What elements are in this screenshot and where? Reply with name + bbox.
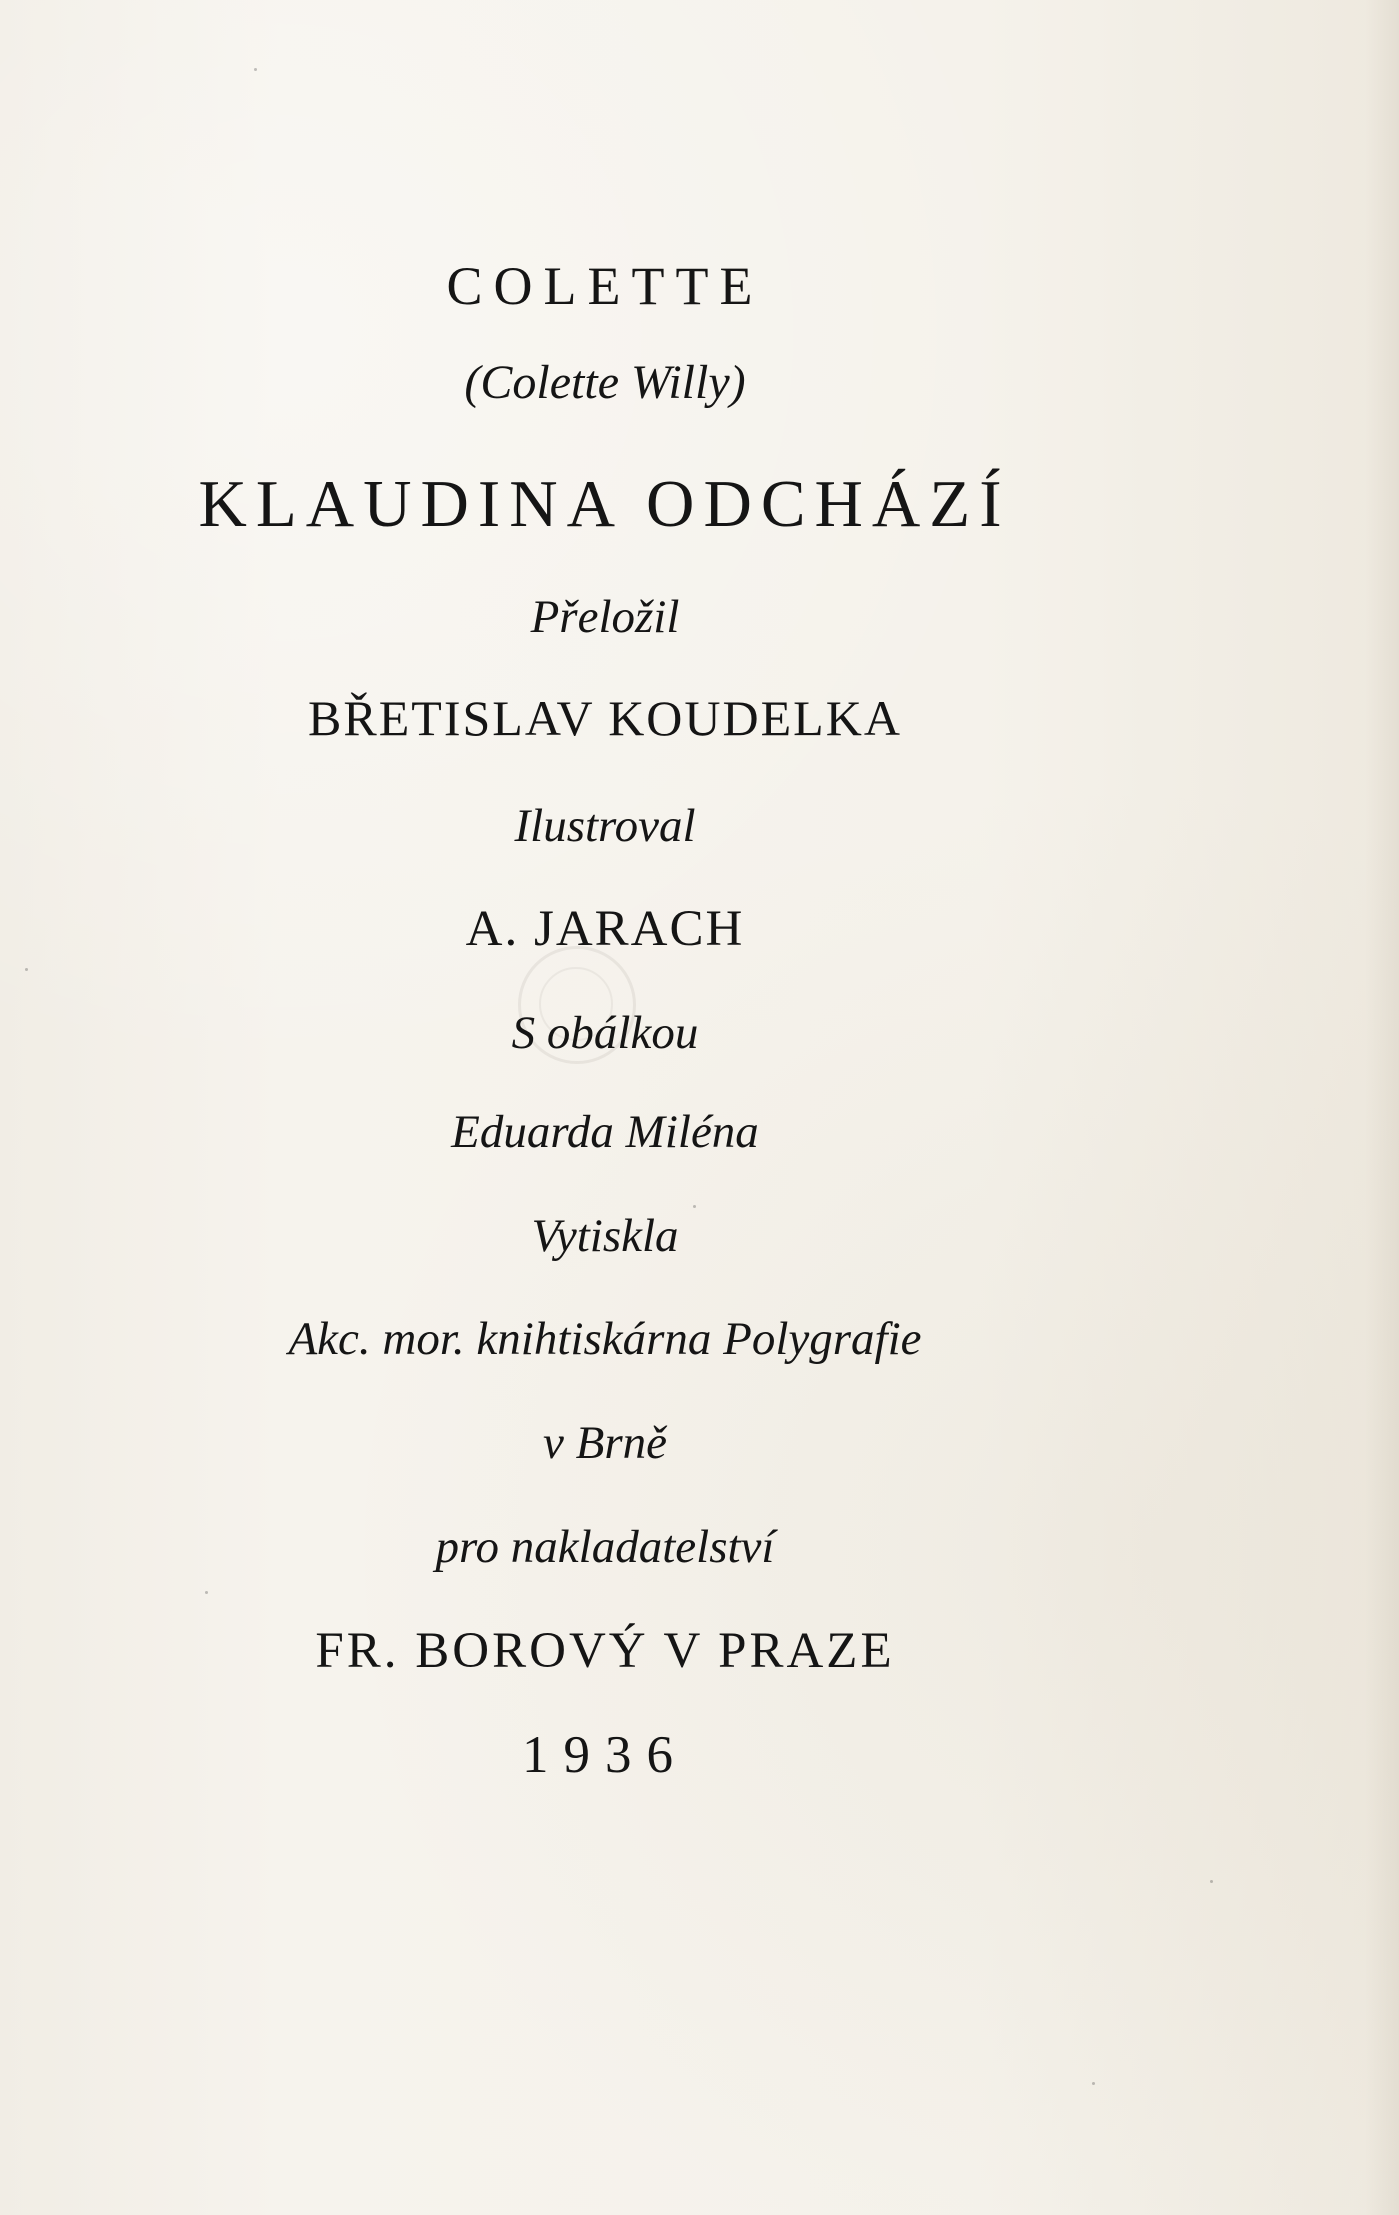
paper-speck (205, 1591, 208, 1594)
printer-label: Vytiskla (531, 1210, 679, 1262)
cover-label: S obálkou (511, 1007, 699, 1059)
translator-name: BŘETISLAV KOUDELKA (308, 690, 902, 746)
cover-artist-name: Eduarda Miléna (451, 1106, 759, 1158)
author-alias: (Colette Willy) (464, 356, 746, 409)
illustrator-label: Ilustroval (514, 800, 696, 852)
paper-speck (25, 968, 28, 971)
page-edge-shadow (1365, 0, 1399, 2215)
publisher-label: pro nakladatelství (435, 1521, 775, 1573)
bleed-through-mark (870, 106, 1341, 174)
author-name: COLETTE (446, 256, 764, 316)
bleed-through-mark (870, 1836, 1341, 1904)
paper-speck (1092, 2082, 1095, 2085)
paper-speck (1210, 1880, 1213, 1883)
book-title: KLAUDINA ODCHÁZÍ (198, 467, 1011, 541)
paper-speck (254, 68, 257, 71)
publication-year: 1936 (522, 1726, 688, 1784)
publisher-name: FR. BOROVÝ V PRAZE (315, 1623, 895, 1679)
printer-name: Akc. mor. knihtiskárna Polygrafie (288, 1313, 922, 1365)
printer-location: v Brně (543, 1417, 667, 1469)
illustrator-name: A. JARACH (465, 901, 745, 957)
paper-speck (693, 1205, 696, 1208)
translator-label: Přeložil (530, 591, 680, 643)
